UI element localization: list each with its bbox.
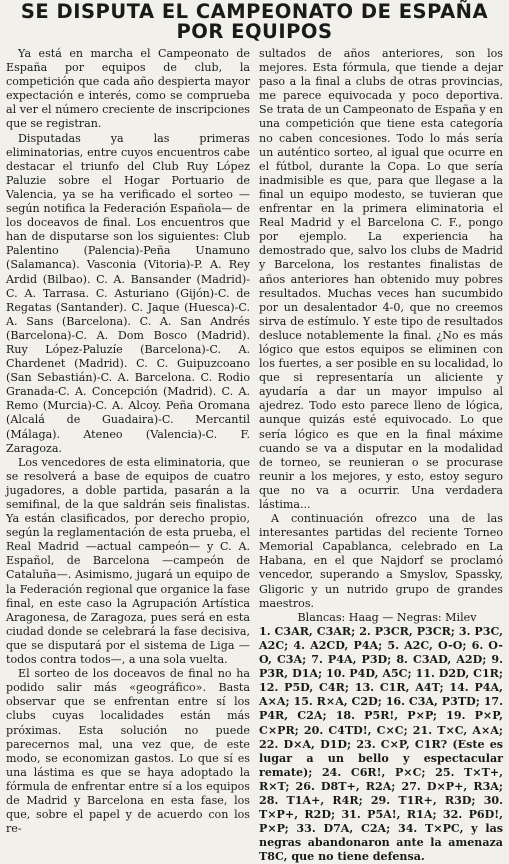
right-column (259, 47, 503, 864)
paragraph: Ya está en marcha el Campeonato de España por equipos de club, la competición que cada año despierta mayor expectación e interés, como se comprueba al ver el número creciente de inscripciones que se registran. (6, 47, 250, 131)
left-column (6, 47, 250, 864)
paragraph: A continuación ofrezco una de las interesantes partidas del reciente Torneo Memorial Capablanca, celebrado en La Habana, en el que Najdorf se proclamó vencedor, superando a Smyslov, Spassky, Gligoric y un nutrido grupo de grandes maestros. (259, 512, 503, 610)
chess-game-moves (259, 625, 503, 864)
chess-moves-text: 1. C3AR, C3AR; 2. P3CR, P3CR; 3. P3C, A2C; 4. A2CD, P4A; 5. A2C, O-O; 6. O-O, C3A; 7. P4A, P3D; 8. C3AD, A2D; 9. P3R, D1A; 10. P4D, A5C; 11. D2D, C1R; 12. P5D, C4R; 13. C1R, A4T; 14. P4A, A×A; 15. R×A, C2D; 16. C3A, P3TD; 17. P4R, C2A; 18. P5R!, P×P; 19. P×P, C×PR; 20. C4TD!, C×C; 21. T×C, A×A; 22. D×A, D1D; 23. C×P, C1R? (Este es lugar a un bello y espectacular remate); 24. C6R!, P×C; 25. T×T+, R×T; 26. D8T+, R2A; 27. D×P+, R3A; 28. T1A+, R4R; 29. T1R+, R3D; 30. T×P+, R2D; 31. P5A!, R1A; 32. P6D!, P×P; 33. D7A, C2A; 34. T×PC, y las negras abandonaron ante la amenaza T8C, que no tiene defensa. (259, 624, 503, 864)
paragraph: sultados de años anteriores, son los mejores. Esta fórmula, que tiende a dejar paso a la final a clubs de otras provincias, me parece equivocada y poco deportiva. Se trata de un Campeonato de España y en una competición que tiene esta categoría no caben concesiones. Todo lo más sería un auténtico sorteo, al igual que ocurre en el fútbol, durante la Copa. Lo que sería inadmisible es que, para que llegase a la final un equipo modesto, se tuvieran que enfrentar en la primera eliminatoria el Real Madrid y el Barcelona C. F., pongo por ejemplo. La experiencia ha demostrado que, salvo los clubs de Madrid y Barcelona, los restantes finalistas de años anteriores han obtenido muy pobres resultados. Muchas veces han sucumbido por un desalentador 4-0, que no creemos sirva de estímulo. Y este tipo de resultados desluce notablemente la final. ¿No es más lógico que estos equipos se eliminen con los fuertes, a ser posible en su localidad, lo que si representaría un aliciente y ayudaría a dar un mayor impulso al ajedrez. Todo esto parece lleno de lógica, aunque quizás esté equivocado. Lo que sería lógico es que en la final máxime cuando se va a disputar en la modalidad de torneo, se reunieran o se procurase reunir a los mejores, y esto, estoy seguro que no va a ocurrir. Una verdadera lástima... (259, 47, 503, 511)
article-headline (6, 2, 503, 42)
article-columns (6, 47, 503, 864)
paragraph: El sorteo de los doceavos de final no ha podido salir más «geográfico». Basta observar que se enfrentan entre sí los clubs cuyas localidades están más próximas. Esta solución no puede parecernos mal, una vez que, de este modo, se economizan gastos. Lo que sí es una lástima es que se haya adoptado la fórmula de enfrentar entre sí a los equipos de Madrid y Barcelona en esta fase, los que, sobre el papel y de acuerdo con los re- (6, 667, 250, 836)
paragraph: Disputadas ya las primeras eliminatorias, entre cuyos encuentros cabe destacar el triunfo del Club Ruy López Paluzie sobre el Hogar Portuario de Valencia, ya se ha verificado el sorteo —según notifica la Federación Española— de los doceavos de final. Los encuentros que han de disputarse son los siguientes: Club Palentino (Palencia)-Peña Unamuno (Salamanca). Vasconia (Vitoria)-P. A. Rey Ardid (Bilbao). C. A. Bansander (Madrid)-C. A. Tarrasa. C. Asturiano (Gijón)-C. de Regatas (Santander). C. Jaque (Huesca)-C. A. Sans (Barcelona). C. A. San Andrés (Barcelona)-C. A. Dom Bosco (Madrid). Ruy López-Paluzíe (Barcelona)-C. A. Chardenet (Madrid). C. C. Guipuzcoano (San Sebastián)-C. A. Barcelona. C. Rodio Granada-C. A. Concepción (Madrid). C. A. Remo (Murcia)-C. A. Alcoy. Peña Oromana (Alcalá de Guadaira)-C. Mercantil (Málaga). Ateneo (Valencia)-C. F. Zaragoza. (6, 131, 250, 455)
headline-line-2: POR EQUIPOS (176, 20, 333, 43)
paragraph: Los vencedores de esta eliminatoria, que se resolverá a base de equipos de cuatro jugadores, a doble partida, pasarán a la semifinal, de la que saldrán seis finalistas. Ya están clasificados, por derecho propio, según la reglamentación de esta prueba, el Real Madrid —actual campeón— y C. A. Español, de Barcelona —campeón de Cataluña—. Asimismo, jugará un equipo de la Federación regional que organice la fase final, en este caso la Agrupación Artística Aragonesa, de Zaragoza, pues será en esta ciudad donde se celebrará la fase decisiva, que se disputará por el sistema de Liga —todos contra todos—, a una sola vuelta. (6, 455, 250, 667)
headline-line-1: SE DISPUTA EL CAMPEONATO DE ESPAÑA (20, 0, 489, 23)
chess-game-header: Blancas: Haag — Negras: Milev (297, 610, 477, 624)
